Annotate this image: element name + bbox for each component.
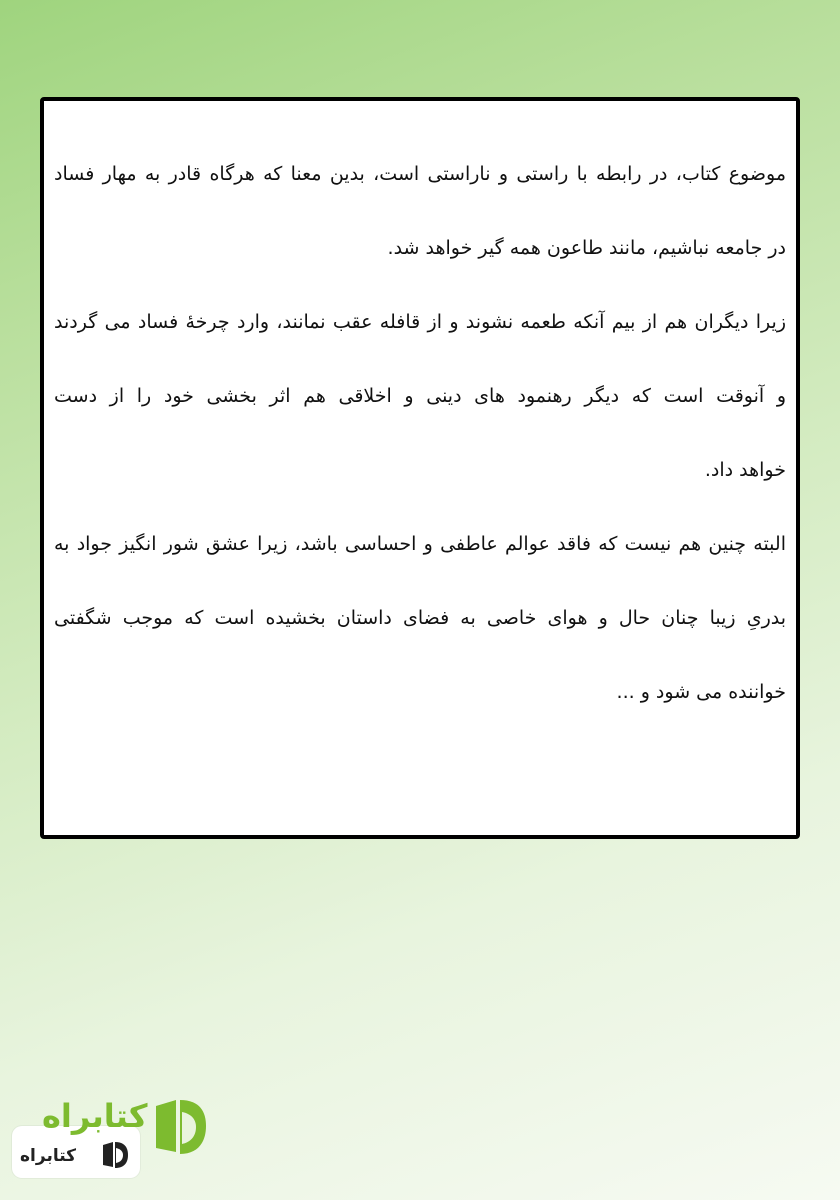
text-line: بدریِ زیبا چنان حال و هوای خاصی به فضای داستان بخشیده است که موجب شگفتی [54, 607, 786, 629]
book-description [54, 137, 786, 729]
text-line: زیرا دیگران هم از بیم آنکه طعمه نشوند و از قافله عقب نمانند، وارد چرخهٔ فساد می گردند [54, 311, 786, 333]
text-line: خواننده می شود و ... [616, 681, 786, 703]
text-box [40, 97, 800, 839]
text-line: و آنوقت است که دیگر رهنمود های دینی و اخلاقی هم اثر بخشی خود را از دست [54, 385, 786, 407]
logo-small-text: کتابراه [20, 1146, 77, 1166]
book-mark-icon [148, 1096, 210, 1158]
small-book-mark-icon [100, 1140, 130, 1170]
logo-brand-text: کتابراه [42, 1097, 148, 1135]
text-line: موضوع کتاب، در رابطه با راستی و ناراستی است، بدین معنا که هرگاه قادر به مهار فساد [54, 163, 786, 185]
ketabrah-logo [8, 1088, 218, 1196]
text-line: البته چنین هم نیست که فاقد عوالم عاطفی و احساسی باشد، زیرا عشق شور انگیز جواد به [54, 533, 786, 555]
text-line: خواهد داد. [704, 459, 786, 481]
text-line: در جامعه نباشیم، مانند طاعون همه گیر خواهد شد. [387, 237, 786, 259]
